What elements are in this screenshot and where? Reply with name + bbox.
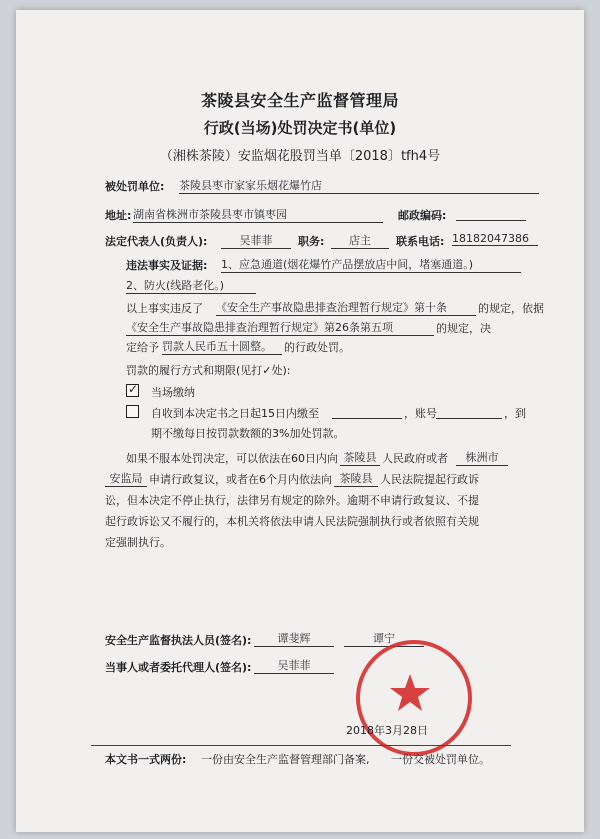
document-title: 行政(当场)处罚决定书(单位): [203, 119, 397, 137]
document-page: [16, 10, 584, 832]
agency-title: 茶陵县安全生产监督管理局: [200, 91, 399, 110]
basis-line-2-suffix: 的规定，决: [436, 322, 491, 335]
basis-line-1-suffix: 的规定，依据: [478, 302, 544, 315]
appeal-line-1-b: 人民政府或者: [382, 452, 448, 465]
payment-heading: 罚款的履行方式和期限(见打✓处):: [126, 364, 291, 377]
option-2-text-c: ，到: [504, 407, 526, 420]
check-icon: ✓: [128, 382, 139, 396]
phone-value: 18182047386: [452, 232, 538, 246]
applied-regulation: 《安全生产事故隐患排查治理暂行规定》第26条第五项: [126, 319, 434, 336]
option-2-text-d: 期不缴每日按罚款数额的3%加处罚款。: [151, 427, 345, 440]
violation-label: 违法事实及证据:: [126, 259, 208, 272]
appeal-line-3: 讼，但本决定不停止执行，法律另有规定的除外。逾期不申请行政复议、不提: [105, 494, 479, 507]
footer-divider: [91, 745, 511, 746]
address-label: 地址:: [105, 209, 132, 222]
option-2-blank-bank: [332, 405, 402, 419]
appeal-court: 茶陵县: [334, 470, 378, 487]
option-2-text-b: ，账号: [404, 407, 437, 420]
footer-label: 本文书一式两份:: [105, 753, 187, 766]
officer-signature-label: 安全生产监督执法人员(签名):: [105, 634, 252, 647]
official-seal: [356, 640, 472, 756]
basis-line-3-prefix: 定给予: [126, 341, 159, 354]
decision-date: 2018年3月28日: [346, 724, 428, 737]
position-value: 店主: [331, 232, 389, 249]
violation-line-1: 1、应急通道(烟花爆竹产品摆放店中间，堵塞通道。): [221, 256, 521, 273]
checkbox-pay-on-spot[interactable]: [126, 384, 139, 397]
violation-line-2: 2、防火(线路老化。): [126, 277, 256, 294]
appeal-department-1: 株洲市: [456, 449, 508, 466]
party-signature: 吴菲菲: [254, 657, 334, 674]
representative-label: 法定代表人(负责人):: [105, 235, 208, 248]
basis-line-3-suffix: 的行政处罚。: [284, 341, 350, 354]
appeal-department-2: 安监局: [105, 470, 147, 487]
appeal-line-5: 定强制执行。: [105, 536, 171, 549]
footer-copy-1: 一份由安全生产监督管理部门备案,: [201, 753, 370, 766]
appeal-government: 茶陵县: [340, 449, 380, 466]
appeal-line-4: 起行政诉讼又不履行的，本机关将依法申请人民法院强制执行或者依照有关规: [105, 515, 479, 528]
violated-regulation: 《安全生产事故隐患排查治理暂行规定》第十条: [216, 299, 476, 316]
position-label: 职务:: [298, 235, 325, 248]
appeal-line-1-a: 如果不服本处罚决定，可以依法在60日内向: [126, 452, 338, 465]
penalty-amount: 罚款人民币五十圆整。: [162, 338, 282, 355]
option-pay-on-spot: 当场缴纳: [151, 386, 195, 399]
officer-signature-2: 谭宁: [344, 630, 424, 647]
option-2-text-a: 自收到本决定书之日起15日内缴至: [151, 407, 319, 420]
postcode-label: 邮政编码:: [398, 209, 447, 222]
address-value: 湖南省株洲市茶陵县枣市镇枣园: [133, 206, 383, 223]
footer-copy-2: 一份交被处罚单位。: [391, 753, 490, 766]
postcode-value: [456, 206, 526, 221]
officer-signature-1: 谭斐辉: [254, 630, 334, 647]
party-signature-label: 当事人或者委托代理人(签名):: [105, 661, 252, 674]
appeal-line-2-a: 申请行政复议，或者在6个月内依法向: [149, 473, 332, 486]
document-number: （湘株茶陵）安监烟花股罚当单〔2018〕tfh4号: [159, 149, 441, 164]
option-2-blank-account: [436, 405, 502, 419]
appeal-line-2-b: 人民法院提起行政诉: [380, 473, 479, 486]
penalized-unit-value: 茶陵县枣市家家乐烟花爆竹店: [179, 177, 539, 194]
phone-label: 联系电话:: [396, 235, 445, 248]
representative-value: 吴菲菲: [221, 232, 291, 249]
penalized-unit-label: 被处罚单位:: [105, 180, 165, 193]
checkbox-pay-within-15-days[interactable]: [126, 405, 139, 418]
basis-line-1-prefix: 以上事实违反了: [126, 302, 203, 315]
